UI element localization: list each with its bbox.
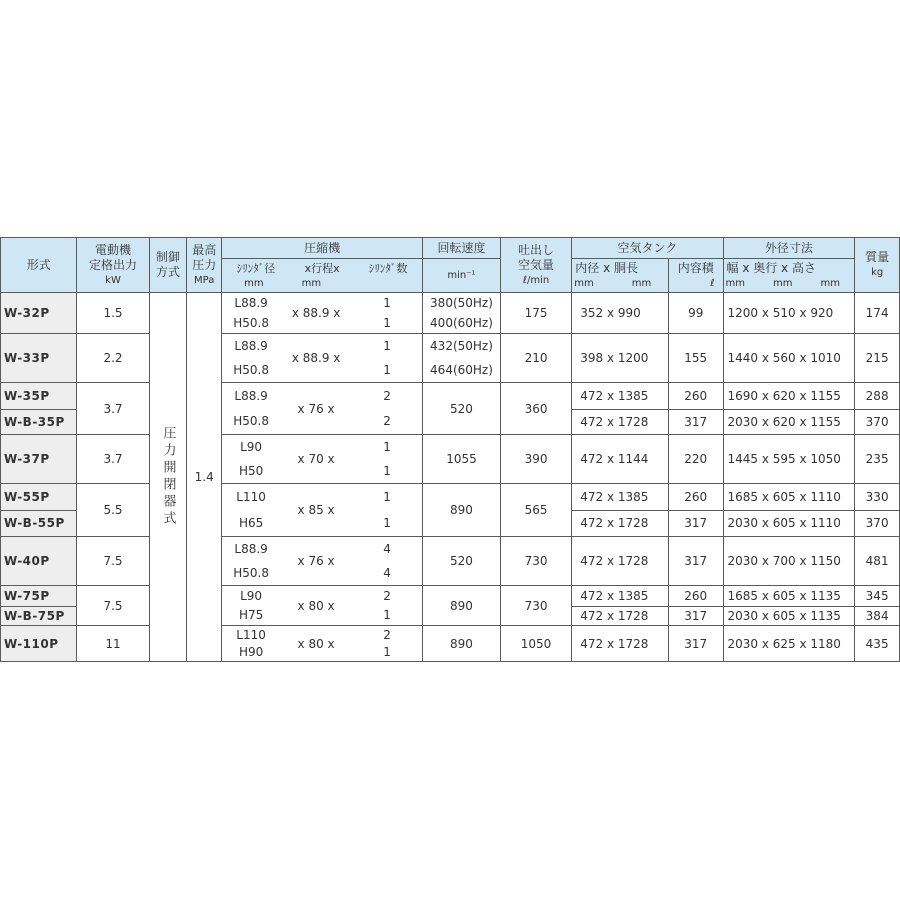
tank-vol-cell: 317 bbox=[668, 510, 723, 537]
compressor-cell bbox=[222, 537, 423, 586]
model-cell: W-B-55P bbox=[1, 510, 77, 537]
model-cell: W-37P bbox=[1, 435, 77, 484]
stroke: x 80 x bbox=[297, 636, 335, 651]
cyl-count: 1 bbox=[383, 296, 391, 310]
cyl-count: 2 bbox=[383, 588, 391, 603]
compressor-cell bbox=[222, 484, 423, 537]
dims-cell: 1685 x 605 x 1135 bbox=[723, 586, 855, 607]
cyl-high: H75 bbox=[238, 608, 264, 623]
cyl-count: 1 bbox=[383, 608, 391, 623]
mass-cell: 435 bbox=[855, 626, 900, 662]
tank-size-cell: 472 x 1728 bbox=[572, 626, 669, 662]
cyl-low: L88.9 bbox=[234, 339, 268, 353]
tank-size-cell: 472 x 1144 bbox=[572, 435, 669, 484]
dims-cell: 1445 x 595 x 1050 bbox=[723, 435, 855, 484]
tank-vol-cell: 317 bbox=[668, 537, 723, 586]
dims-cell: 2030 x 620 x 1155 bbox=[723, 409, 855, 435]
hdr-motor: 電動機 定格出力 kW bbox=[77, 238, 149, 293]
rpm-cell bbox=[423, 293, 501, 334]
tank-size-cell: 472 x 1728 bbox=[572, 510, 669, 537]
tank-size-cell: 472 x 1728 bbox=[572, 409, 669, 435]
mass-cell: 330 bbox=[855, 484, 900, 511]
compressor-cell bbox=[222, 435, 423, 484]
cyl-low: L88.9 bbox=[234, 542, 268, 556]
tank-vol-cell: 260 bbox=[668, 383, 723, 410]
tank-size-cell: 472 x 1385 bbox=[572, 383, 669, 410]
stroke: x 76 x bbox=[297, 401, 335, 416]
hdr-dims-sub: 幅 x 奥行 x 高さ mm mm mm bbox=[723, 259, 855, 293]
table-row bbox=[1, 293, 900, 334]
table-row bbox=[1, 537, 900, 586]
rpm-value: 520 bbox=[450, 554, 473, 568]
air-cell: 730 bbox=[500, 537, 571, 586]
pressure-cell: 1.4 bbox=[187, 293, 222, 662]
hdr-mass: 質量 kg bbox=[855, 238, 900, 293]
cyl-low: L88.9 bbox=[234, 296, 268, 310]
rpm-cell bbox=[423, 626, 501, 662]
compressor-cell bbox=[222, 293, 423, 334]
motor-kw-cell: 2.2 bbox=[77, 334, 149, 383]
model-cell: W-40P bbox=[1, 537, 77, 586]
table-row bbox=[1, 586, 900, 607]
hdr-control: 制御 方式 bbox=[149, 238, 187, 293]
dims-cell: 1440 x 560 x 1010 bbox=[723, 334, 855, 383]
tank-vol-cell: 220 bbox=[668, 435, 723, 484]
cyl-high: H50 bbox=[238, 464, 264, 478]
tank-size-cell: 472 x 1385 bbox=[572, 484, 669, 511]
cyl-count: 2 bbox=[383, 388, 391, 403]
compressor-cell bbox=[222, 334, 423, 383]
mass-cell: 384 bbox=[855, 606, 900, 626]
tank-vol-cell: 317 bbox=[668, 626, 723, 662]
cyl-low: L90 bbox=[240, 588, 263, 603]
rpm-value: 890 bbox=[450, 503, 473, 517]
dims-cell: 2030 x 625 x 1180 bbox=[723, 626, 855, 662]
compressor-cell bbox=[222, 383, 423, 435]
model-cell: W-35P bbox=[1, 383, 77, 410]
rpm-cell bbox=[423, 484, 501, 537]
spec-table bbox=[0, 237, 900, 662]
table-row bbox=[1, 383, 900, 410]
air-cell: 390 bbox=[500, 435, 571, 484]
dims-cell: 2030 x 605 x 1110 bbox=[723, 510, 855, 537]
dims-cell: 1690 x 620 x 1155 bbox=[723, 383, 855, 410]
mass-cell: 235 bbox=[855, 435, 900, 484]
cyl-count: 1 bbox=[383, 339, 391, 353]
model-cell: W-33P bbox=[1, 334, 77, 383]
table-row bbox=[1, 435, 900, 484]
hdr-model: 形式 bbox=[1, 238, 77, 293]
compressor-cell bbox=[222, 586, 423, 626]
mass-cell: 370 bbox=[855, 409, 900, 435]
rpm-value: 890 bbox=[450, 636, 473, 651]
tank-size-cell: 398 x 1200 bbox=[572, 334, 669, 383]
rpm-value: 1055 bbox=[446, 452, 477, 466]
cyl-high: H90 bbox=[238, 645, 264, 660]
cyl-count: 1 bbox=[383, 490, 391, 504]
tank-size-cell: 472 x 1385 bbox=[572, 586, 669, 607]
air-cell: 360 bbox=[500, 383, 571, 435]
mass-cell: 481 bbox=[855, 537, 900, 586]
cyl-count: 1 bbox=[383, 440, 391, 454]
cyl-high: H50.8 bbox=[233, 316, 269, 330]
cyl-high: H50.8 bbox=[233, 363, 269, 377]
cyl-high: H65 bbox=[238, 516, 264, 530]
cyl-low: L110 bbox=[236, 627, 266, 642]
hdr-compressor: 圧縮機 bbox=[222, 238, 423, 259]
hdr-air: 吐出し 空気量 ℓ/min bbox=[500, 238, 571, 293]
hdr-tank-size: 内径 x 胴長 mm mm bbox=[572, 259, 669, 293]
cyl-count: 1 bbox=[383, 316, 391, 330]
rpm-value: 380(50Hz) bbox=[430, 296, 493, 310]
rpm-value: 520 bbox=[450, 401, 473, 416]
hdr-tank: 空気タンク bbox=[572, 238, 723, 259]
hdr-rpm-unit: min⁻¹ bbox=[423, 259, 501, 293]
stroke: x 88.9 x bbox=[291, 351, 341, 365]
cyl-count: 2 bbox=[383, 627, 391, 642]
cyl-low: L110 bbox=[236, 490, 266, 504]
cyl-high: H50.8 bbox=[233, 414, 269, 429]
mass-cell: 370 bbox=[855, 510, 900, 537]
dims-cell: 1200 x 510 x 920 bbox=[723, 293, 855, 334]
rpm-cell bbox=[423, 537, 501, 586]
motor-kw-cell: 7.5 bbox=[77, 586, 149, 626]
air-cell: 730 bbox=[500, 586, 571, 626]
motor-kw-cell: 1.5 bbox=[77, 293, 149, 334]
mass-cell: 288 bbox=[855, 383, 900, 410]
motor-kw-cell: 5.5 bbox=[77, 484, 149, 537]
model-cell: W-55P bbox=[1, 484, 77, 511]
cyl-count: 4 bbox=[383, 542, 391, 556]
rpm-value: 890 bbox=[450, 598, 473, 613]
rpm-cell bbox=[423, 586, 501, 626]
table-row bbox=[1, 484, 900, 511]
rpm-value: 432(50Hz) bbox=[430, 339, 493, 353]
cyl-high: H50.8 bbox=[233, 566, 269, 580]
air-cell: 210 bbox=[500, 334, 571, 383]
model-cell: W-75P bbox=[1, 586, 77, 607]
air-cell: 175 bbox=[500, 293, 571, 334]
stroke: x 76 x bbox=[297, 554, 335, 568]
tank-size-cell: 472 x 1728 bbox=[572, 606, 669, 626]
rpm-cell bbox=[423, 334, 501, 383]
rpm-value: 464(60Hz) bbox=[430, 363, 493, 377]
hdr-rpm: 回転速度 bbox=[423, 238, 501, 259]
cyl-count: 1 bbox=[383, 464, 391, 478]
table-row bbox=[1, 626, 900, 662]
tank-vol-cell: 260 bbox=[668, 484, 723, 511]
cyl-count: 4 bbox=[383, 566, 391, 580]
hdr-tank-vol: 内容積 ℓ bbox=[668, 259, 723, 293]
hdr-pressure: 最高 圧力 MPa bbox=[187, 238, 222, 293]
dims-cell: 2030 x 700 x 1150 bbox=[723, 537, 855, 586]
motor-kw-cell: 3.7 bbox=[77, 383, 149, 435]
dims-cell: 2030 x 605 x 1135 bbox=[723, 606, 855, 626]
control-cell: 圧力開閉器式 bbox=[149, 293, 187, 662]
rpm-cell bbox=[423, 383, 501, 435]
tank-vol-cell: 155 bbox=[668, 334, 723, 383]
cyl-count: 2 bbox=[383, 414, 391, 429]
dims-cell: 1685 x 605 x 1110 bbox=[723, 484, 855, 511]
stroke: x 88.9 x bbox=[291, 306, 341, 320]
cyl-low: L88.9 bbox=[234, 388, 268, 403]
mass-cell: 345 bbox=[855, 586, 900, 607]
hdr-dims: 外径寸法 bbox=[723, 238, 855, 259]
cyl-count: 1 bbox=[383, 516, 391, 530]
cyl-count: 1 bbox=[383, 645, 391, 660]
cyl-count: 1 bbox=[383, 363, 391, 377]
stroke: x 85 x bbox=[297, 503, 335, 517]
tank-vol-cell: 260 bbox=[668, 586, 723, 607]
motor-kw-cell: 7.5 bbox=[77, 537, 149, 586]
rpm-cell bbox=[423, 435, 501, 484]
model-cell: W-110P bbox=[1, 626, 77, 662]
model-cell: W-B-35P bbox=[1, 409, 77, 435]
mass-cell: 174 bbox=[855, 293, 900, 334]
stroke: x 70 x bbox=[297, 452, 335, 466]
cyl-low: L90 bbox=[240, 440, 263, 454]
air-cell: 565 bbox=[500, 484, 571, 537]
motor-kw-cell: 11 bbox=[77, 626, 149, 662]
compressor-cell bbox=[222, 626, 423, 662]
hdr-comp-sub: ｼﾘﾝﾀﾞ径 x行程x ｼﾘﾝﾀﾞ数 mm mm bbox=[222, 259, 423, 293]
table-row bbox=[1, 334, 900, 383]
tank-vol-cell: 99 bbox=[668, 293, 723, 334]
rpm-value: 400(60Hz) bbox=[430, 316, 493, 330]
air-cell: 1050 bbox=[500, 626, 571, 662]
mass-cell: 215 bbox=[855, 334, 900, 383]
model-cell: W-B-75P bbox=[1, 606, 77, 626]
stroke: x 80 x bbox=[297, 598, 335, 613]
tank-size-cell: 472 x 1728 bbox=[572, 537, 669, 586]
tank-vol-cell: 317 bbox=[668, 409, 723, 435]
tank-vol-cell: 317 bbox=[668, 606, 723, 626]
tank-size-cell: 352 x 990 bbox=[572, 293, 669, 334]
model-cell: W-32P bbox=[1, 293, 77, 334]
motor-kw-cell: 3.7 bbox=[77, 435, 149, 484]
